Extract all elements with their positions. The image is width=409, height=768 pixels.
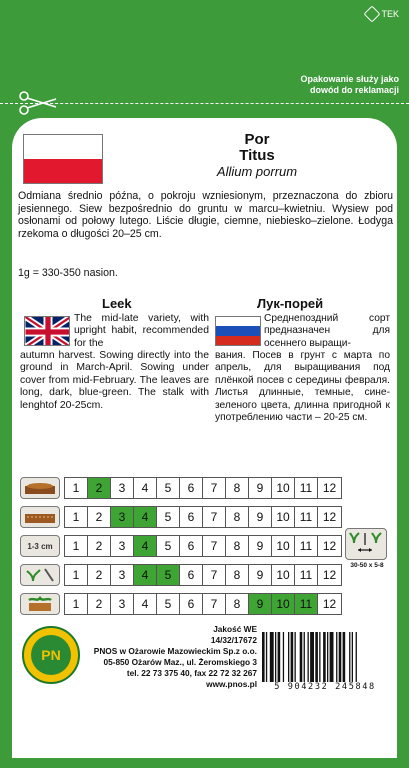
seed-tray-icon — [20, 477, 60, 499]
polish-flag-icon — [23, 134, 103, 184]
month-cell: 12 — [322, 510, 337, 524]
month-cell: 6 — [180, 594, 203, 614]
polish-description: Odmiana średnio późna, o pokroju wzniesionym, przeznaczona do zbioru jesiennego. Siew bezpośrednio do gruntu w marcu–kwietniu. Wysiew pod osłonami od połowy lutego. Liście długie, ciemne, niebiesko–zielone. Łodyga rzekoma o długości 20–25 cm. — [18, 190, 393, 240]
tek-logo — [366, 8, 399, 20]
latin-name: Allium porrum — [216, 164, 298, 179]
month-cell: 3 — [111, 478, 134, 498]
complaint-note: Opakowanie służy jako dowód do reklamacji — [300, 74, 399, 95]
month-cell: 8 — [226, 536, 249, 556]
russian-flag-icon — [215, 316, 261, 346]
spacing-icon — [345, 528, 387, 560]
planting-icon — [20, 564, 60, 586]
month-cell: 10 — [272, 536, 295, 556]
month-cell: 11 — [295, 536, 318, 556]
product-title — [162, 132, 352, 180]
month-cell: 5 — [157, 536, 180, 556]
calendar-row-sowing-depth — [20, 534, 345, 558]
month-cell: 7 — [203, 565, 226, 585]
month-cell: 7 — [203, 507, 226, 527]
english-heading: Leek — [102, 296, 132, 311]
company-name: PNOS w Ożarowie Mazowieckim Sp.z o.o. — [93, 646, 257, 656]
month-cell: 2 — [88, 507, 111, 527]
month-cell: 5 — [157, 594, 180, 614]
month-cell: 6 — [180, 536, 203, 556]
registration-number: 14/32/17672 — [210, 635, 257, 645]
month-cell: 10 — [272, 565, 295, 585]
month-cell-active: 4 — [134, 536, 157, 556]
month-cell: 2 — [88, 565, 111, 585]
month-cells — [64, 477, 342, 499]
month-cells — [64, 564, 342, 586]
english-description-a: The mid-late variety, with upright habit, recommended for the — [74, 313, 209, 349]
month-cell: 11 — [295, 507, 318, 527]
month-cell: 1 — [65, 478, 88, 498]
calendar-row-harvest — [20, 592, 345, 616]
sowing-depth-icon — [20, 535, 60, 557]
month-cell: 5 — [157, 507, 180, 527]
calendar-row-planting — [20, 563, 345, 587]
month-cell: 12 — [322, 597, 337, 611]
month-cell-active: 5 — [157, 565, 180, 585]
month-cell-active: 3 — [111, 507, 134, 527]
month-cells — [64, 535, 342, 557]
plant-spacing — [345, 528, 389, 569]
month-cell-active: 9 — [249, 594, 272, 614]
uk-flag-icon — [24, 316, 70, 346]
seeds-per-gram: 1g = 330-350 nasion. — [18, 267, 118, 279]
company-phone: tel. 22 73 375 40, fax 22 72 32 267 — [126, 668, 257, 678]
calendar-row-seedbed — [20, 505, 345, 529]
month-cell-active: 4 — [134, 507, 157, 527]
month-cell: 7 — [203, 594, 226, 614]
top-band — [0, 0, 409, 130]
month-cell: 3 — [111, 565, 134, 585]
russian-heading: Лук-порей — [257, 296, 324, 311]
month-cell: 6 — [180, 507, 203, 527]
month-cell: 12 — [322, 568, 337, 582]
month-cell-active: 10 — [272, 594, 295, 614]
month-cell: 10 — [272, 478, 295, 498]
month-cell: 8 — [226, 507, 249, 527]
month-cell: 9 — [249, 478, 272, 498]
month-cell: 1 — [65, 536, 88, 556]
spacing-label: 30-50 x 5-8 — [350, 562, 384, 569]
variety-name: Titus — [239, 147, 275, 164]
month-cells — [64, 506, 342, 528]
russian-description-b: вания. Посев в грунт с марта по апрель, для выращивания под плёнкой посев с середины февраля. Листья длинные, темные, сине-зеленого цвета, длинна пригодной к употреблению части – 20-25 см. — [215, 350, 390, 424]
harvest-basket-icon — [20, 593, 60, 615]
quality-mark: Jakość WE — [213, 624, 257, 634]
month-cell: 1 — [65, 507, 88, 527]
month-cell: 11 — [295, 478, 318, 498]
month-cell-active: 4 — [134, 565, 157, 585]
month-cell: 1 — [65, 565, 88, 585]
month-cell: 3 — [111, 594, 134, 614]
month-cell: 6 — [180, 565, 203, 585]
month-cell: 9 — [249, 565, 272, 585]
month-cell: 3 — [111, 536, 134, 556]
company-address: 05-850 Ożarów Maz., ul. Żeromskiego 3 — [103, 657, 257, 667]
month-cell: 11 — [295, 565, 318, 585]
month-cell: 5 — [157, 478, 180, 498]
product-name: Por — [244, 131, 270, 148]
month-cell-active: 2 — [88, 478, 111, 498]
tek-logo-text: TEK — [381, 9, 399, 19]
barcode-icon — [260, 632, 390, 682]
month-cells — [64, 593, 342, 615]
month-cell: 4 — [134, 478, 157, 498]
month-cell: 9 — [249, 507, 272, 527]
tek-logo-icon — [364, 6, 381, 23]
sowing-depth-label: 1-3 cm — [27, 541, 53, 551]
company-website: www.pnos.pl — [206, 679, 257, 689]
month-cell: 7 — [203, 536, 226, 556]
month-cell: 2 — [88, 594, 111, 614]
barcode-digits: 5 904232 245848 — [274, 682, 376, 692]
company-info — [92, 624, 257, 690]
month-cell: 12 — [322, 539, 337, 553]
sowing-calendar — [20, 476, 345, 621]
english-description-b: autumn harvest. Sowing directly into the ground in March-April. Sowing under cover from mid-February. The leaves are long, dark, blue-green. The stalk with lenghtof 20-25cm. — [20, 350, 209, 411]
seedbed-icon — [20, 506, 60, 528]
month-cell-active: 11 — [295, 594, 318, 614]
month-cell: 7 — [203, 478, 226, 498]
month-cell: 8 — [226, 565, 249, 585]
month-cell: 9 — [249, 536, 272, 556]
russian-description-a: Среднепоздний сорт предназначен для осеннего выращи- — [264, 313, 390, 349]
month-cell: 2 — [88, 536, 111, 556]
pnos-quality-seal-icon: PN — [22, 626, 80, 684]
month-cell: 10 — [272, 507, 295, 527]
month-cell: 8 — [226, 478, 249, 498]
cut-line — [0, 103, 409, 104]
packet-back — [12, 118, 397, 758]
month-cell: 4 — [134, 594, 157, 614]
calendar-row-seed-tray — [20, 476, 345, 500]
month-cell: 6 — [180, 478, 203, 498]
month-cell: 8 — [226, 594, 249, 614]
month-cell: 12 — [322, 481, 337, 495]
month-cell: 1 — [65, 594, 88, 614]
